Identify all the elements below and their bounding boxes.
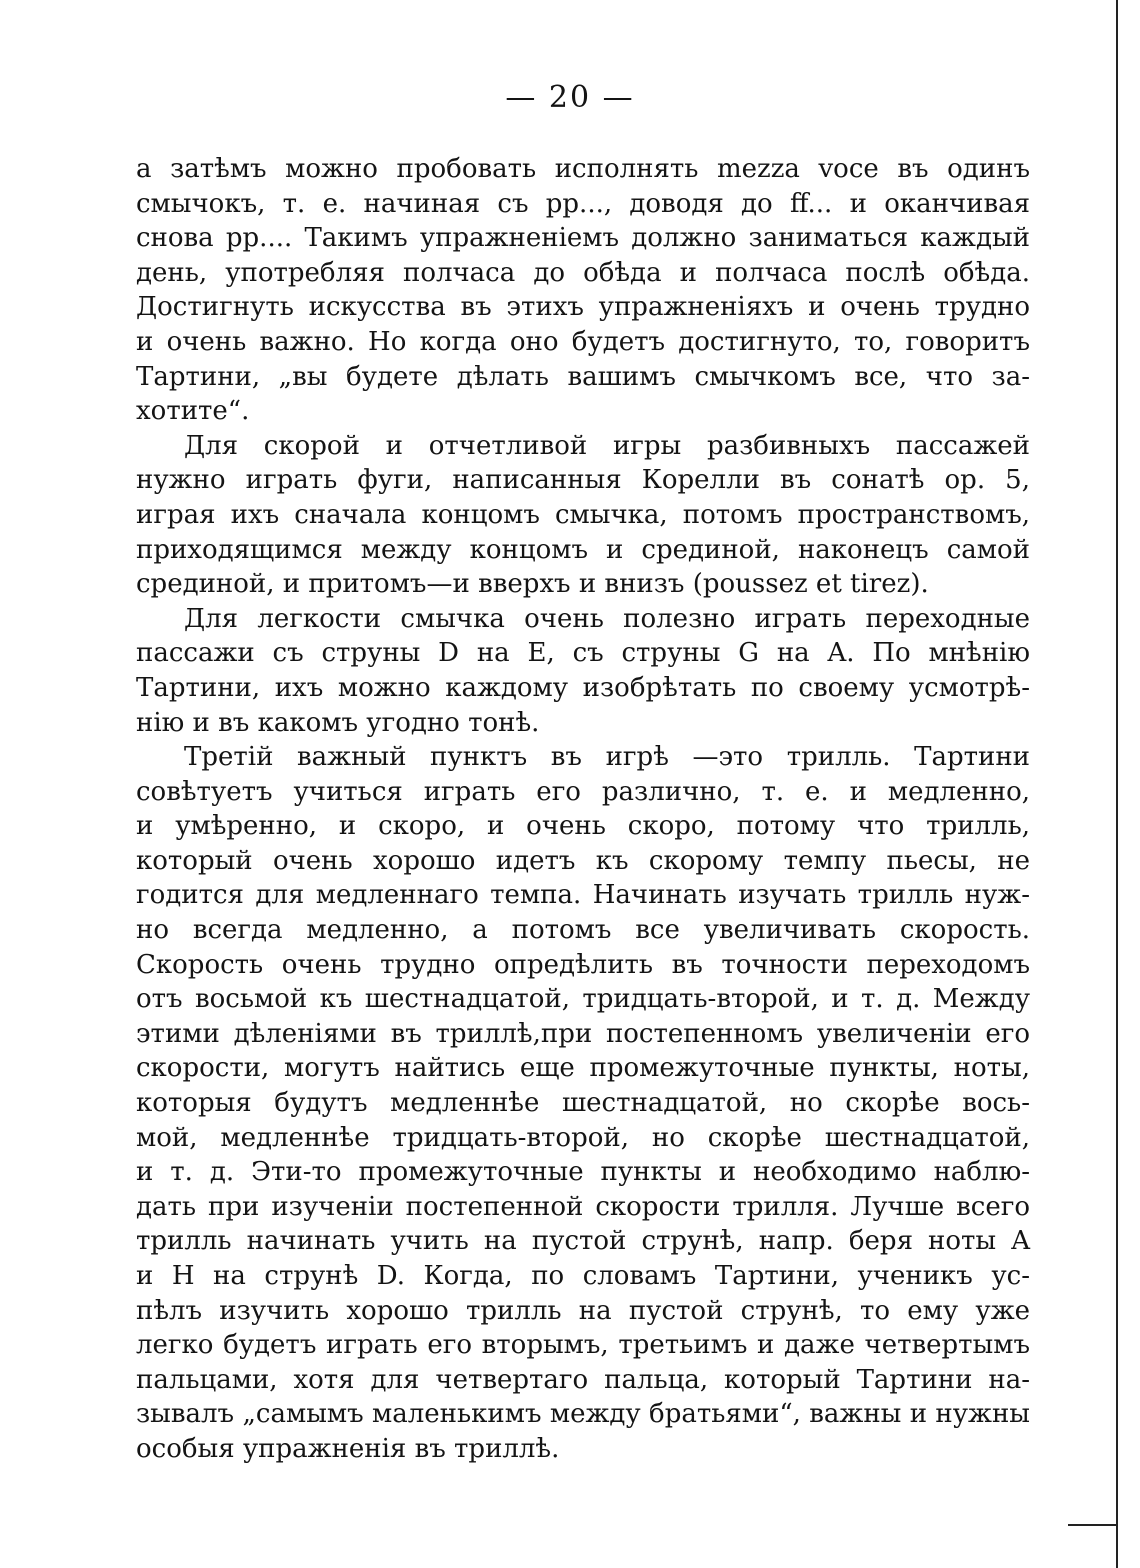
text-line: Для легкости смычка очень полезно играть переходные xyxy=(184,603,1030,634)
text-line: и очень важно. Но когда оно будетъ достигнуто, то, говоритъ xyxy=(136,326,1030,357)
text-line: годится для медленнаго темпа. Начинать изучать трилль нуж- xyxy=(136,880,1030,911)
text-line: снова pp.... Такимъ упражненіемъ должно заниматься каждый xyxy=(136,223,1030,254)
text-line: а затѣмъ можно пробовать исполнять mezza voce въ одинъ xyxy=(136,154,1030,184)
text-line: дать при изученіи постепенной скорости трилля. Лучше всего xyxy=(136,1191,1030,1222)
text-line: мой, медленнѣе тридцать-второй, но скорѣе шестнадцатой, xyxy=(136,1122,1030,1153)
text-line: и умѣренно, и скоро, и очень скоро, потому что трилль, xyxy=(136,811,1030,842)
page-edge-line xyxy=(1116,0,1118,1568)
text-line: пѣлъ изучить хорошо трилль на пустой струнѣ, то ему уже xyxy=(136,1295,1030,1326)
text-line: которыя будутъ медленнѣе шестнадцатой, но скорѣе вось- xyxy=(136,1088,1030,1119)
page-corner-mark xyxy=(1068,1524,1116,1526)
text-line: этими дѣленіями въ триллѣ,при постепенномъ увеличеніи его xyxy=(136,1018,1030,1049)
text-line: совѣтуетъ учиться играть его различно, т. е. и медленно, xyxy=(136,776,1030,807)
text-line: играя ихъ сначала концомъ смычка, потомъ пространствомъ, xyxy=(136,499,1030,530)
text-line: срединой, и притомъ—и вверхъ и внизъ (poussez et tirez). xyxy=(136,569,929,600)
text-line: отъ восьмой къ шестнадцатой, тридцать-второй, и т. д. Между xyxy=(136,984,1030,1015)
text-line: смычокъ, т. е. начиная съ pp..., доводя до ff... и оканчивая xyxy=(136,188,1030,219)
text-line: зывалъ „самымъ маленькимъ между братьями“, важны и нужны xyxy=(136,1399,1030,1430)
text-line: Скорость очень трудно опредѣлить въ точности переходомъ xyxy=(136,949,1030,980)
text-line: пассажи съ струны D на E, съ струны G на A. По мнѣнію xyxy=(136,638,1030,669)
text-line: день, употребляя полчаса до обѣда и полчаса послѣ обѣда. xyxy=(136,257,1030,288)
text-line: приходящимся между концомъ и срединой, наконецъ самой xyxy=(136,534,1030,565)
text-line: Достигнуть искусства въ этихъ упражненіяхъ и очень трудно xyxy=(136,292,1030,323)
text-line: нію и въ какомъ угодно тонѣ. xyxy=(136,707,540,738)
page-number: — 20 — xyxy=(505,80,635,115)
text-line: легко будетъ играть его вторымъ, третьимъ и даже четвертымъ xyxy=(136,1330,1030,1361)
text-line: особыя упражненія въ триллѣ. xyxy=(136,1433,560,1464)
text-line: хотите“. xyxy=(136,396,250,427)
text-line: трилль начинать учить на пустой струнѣ, напр. беря ноты A xyxy=(136,1226,1030,1257)
text-line: и т. д. Эти-то промежуточные пункты и необходимо наблю- xyxy=(136,1157,1030,1188)
body-text xyxy=(136,152,1030,1467)
text-line: и H на струнѣ D. Когда, по словамъ Тартини, ученикъ ус- xyxy=(136,1261,1030,1291)
text-line: Для скорой и отчетливой игры разбивныхъ пассажей xyxy=(184,430,1030,461)
text-line: пальцами, хотя для четвертаго пальца, который Тартини на- xyxy=(136,1364,1030,1395)
text-line: Третій важный пунктъ въ игрѣ —это трилль. Тартини xyxy=(184,742,1030,773)
text-line: но всегда медленно, а потомъ все увеличивать скорость. xyxy=(136,915,1030,946)
text-line: скорости, могутъ найтись еще промежуточные пункты, ноты, xyxy=(136,1053,1030,1084)
text-line: Тартини, „вы будете дѣлать вашимъ смычкомъ все, что за- xyxy=(136,361,1030,392)
text-line: Тартини, ихъ можно каждому изобрѣтать по своему усмотрѣ- xyxy=(136,672,1030,703)
text-line: который очень хорошо идетъ къ скорому темпу пьесы, не xyxy=(136,845,1030,876)
text-line: нужно играть фуги, написанныя Корелли въ сонатѣ ор. 5, xyxy=(136,465,1030,496)
